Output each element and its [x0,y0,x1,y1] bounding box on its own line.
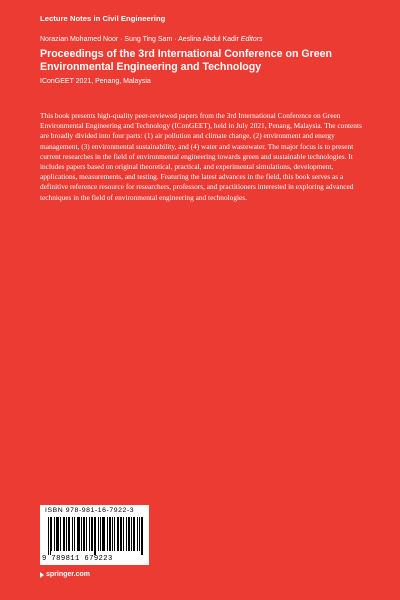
barcode-icon [48,517,144,555]
barcode-bar [83,517,84,551]
barcode-bar [114,517,115,551]
barcode-bar [121,517,122,551]
barcode-bar [126,517,127,551]
barcode-bar [104,517,105,551]
barcode-bar [120,517,121,551]
barcode-bar [58,517,59,551]
barcode-bar [63,517,64,551]
barcode-bar [57,517,58,551]
barcode-bar [60,517,61,551]
barcode-bar [48,517,49,555]
book-title: Proceedings of the 3rd International Conference on Green Environmental Engineering and Technology [40,48,332,73]
barcode-bar [133,517,134,551]
book-description: This book presents high-quality peer-reviewed papers from the 3rd International Conference on Green Environmental Engineering and Technology (IConGEET), held in July 2021, Penang, Malaysia. The contents are broadly divided into four parts: (1) air pollution and climate change, (2) environment and energy management, (3) environmental sustainability, and (4) water and wastewater. The major focus is to present current researches in the field of environmental engineering towards green and sustainable technologies. It includes papers based on original theoretical, practical, and experimental simulations, development, applications, measurements, and testing. Featuring the latest advances in the field, this book serves as a definitive reference resource for researchers, professors, and practitioners interested in exploring advanced techniques in the field of environmental engineering and technologies. [40,111,362,202]
book-subtitle: IConGEET 2021, Penang, Malaysia [40,78,151,85]
isbn-number: ISBN 978-981-16-7922-3 [45,507,135,514]
barcode-bar [129,517,130,551]
barcode-bar [141,517,142,555]
barcode-bar [100,517,101,551]
barcode-bar [94,517,95,555]
barcode-bar [117,517,118,551]
arrow-right-icon [40,572,44,578]
barcode-bar [64,517,65,551]
editors-line [40,36,263,43]
barcode-bar [72,517,73,551]
barcode-bar [118,517,119,551]
barcode-bar [74,517,75,551]
barcode-bar [79,517,80,551]
barcode-bar [102,517,103,551]
barcode-bar [89,517,90,551]
barcode-bar [51,517,52,551]
barcode-bar [134,517,135,551]
barcode-bar [56,517,57,551]
barcode-bar [91,517,92,551]
barcode-bar [142,517,143,555]
barcode-bar [107,517,108,551]
barcode-bar [103,517,104,551]
barcode-bar [92,517,93,551]
barcode-bar [50,517,51,555]
barcode-bar [112,517,113,551]
barcode-bar [137,517,138,551]
barcode-bar [81,517,82,551]
barcode-bar [78,517,79,551]
publisher-website[interactable] [40,571,90,578]
editors-role-label: Editors [240,36,263,43]
editor-names: Norazian Mohamed Noor · Sung Ting Sam · Aeslina Abdul Kadir [40,36,239,43]
barcode-bar [54,517,55,551]
barcode-bar [98,517,99,551]
barcode-bar [128,517,129,551]
website-label[interactable]: springer.com [46,571,90,578]
barcode-bar [123,517,124,551]
barcode-bar [66,517,67,551]
barcode-bar [84,517,85,551]
barcode-bar [77,517,78,551]
barcode-bar [139,517,140,551]
editors-role [241,36,263,43]
barcode-bar [86,517,87,551]
barcode-bar [109,517,110,551]
barcode-bar [110,517,111,551]
barcode-digits: 9 789811 679223 [42,555,113,563]
barcode-bar [95,517,96,555]
isbn-barcode [40,505,149,565]
barcode-bar [68,517,69,551]
barcode-bar [131,517,132,551]
barcode-bar [69,517,70,551]
series-name: Lecture Notes in Civil Engineering [40,14,166,23]
